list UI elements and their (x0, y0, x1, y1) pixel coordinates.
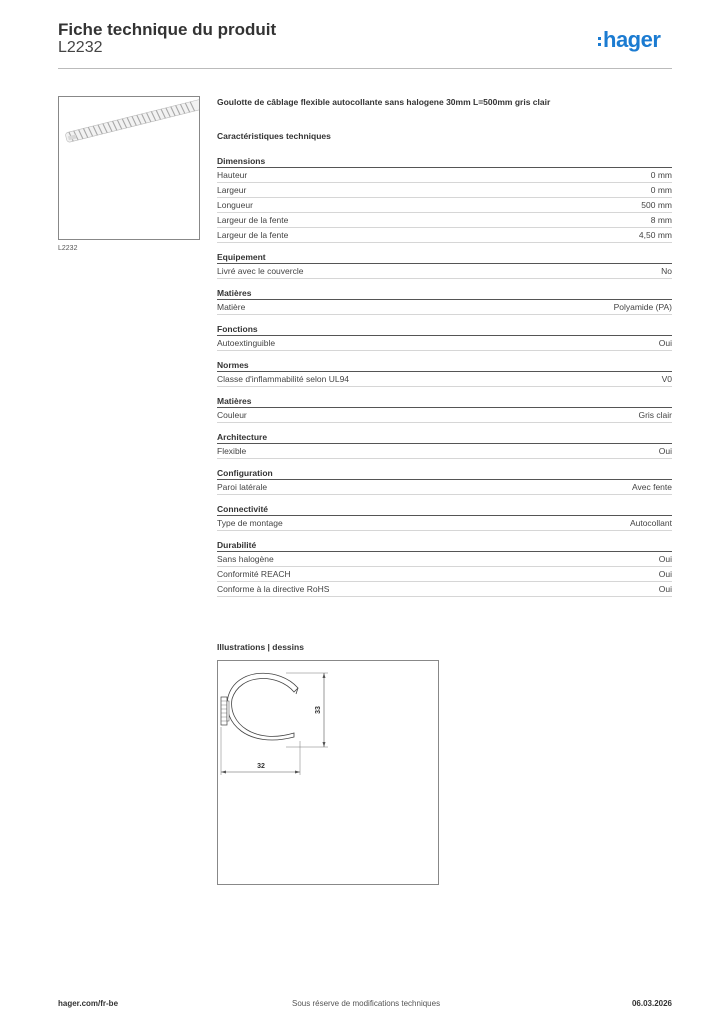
dimension-width: 32 (257, 763, 265, 770)
spec-value: Autocollant (629, 518, 672, 528)
spec-row (217, 408, 672, 423)
spec-label: Classe d'inflammabilité selon UL94 (217, 374, 350, 384)
spec-section-title: Normes (217, 359, 672, 372)
spec-row (217, 198, 672, 213)
spec-label: Autoextinguible (217, 338, 276, 348)
spec-section-title: Dimensions (217, 155, 672, 168)
spec-label: Conformité REACH (217, 569, 291, 579)
header-divider (58, 68, 672, 69)
product-image (58, 96, 200, 240)
product-description: Goulotte de câblage flexible autocollante sans halogene 30mm L=500mm gris clair (217, 97, 551, 107)
spec-label: Longueur (217, 200, 253, 210)
spec-section (217, 287, 672, 315)
spec-section (217, 431, 672, 459)
spec-value: No (661, 266, 672, 276)
spec-value: V0 (661, 374, 672, 384)
spec-row (217, 552, 672, 567)
logo-dots-icon (598, 37, 601, 46)
spec-row (217, 582, 672, 597)
spec-section (217, 467, 672, 495)
illustrations-title: Illustrations | dessins (217, 642, 304, 652)
spec-value: Oui (658, 338, 672, 348)
spec-sections (217, 155, 672, 605)
dimension-height: 33 (315, 706, 322, 714)
spec-value: Gris clair (638, 410, 672, 420)
hager-logo (598, 28, 660, 52)
spec-label: Sans halogène (217, 554, 274, 564)
spec-row (217, 444, 672, 459)
spec-section (217, 155, 672, 243)
specs-title: Caractéristiques techniques (217, 131, 331, 141)
spec-section-title: Matières (217, 287, 672, 300)
spec-label: Largeur de la fente (217, 230, 289, 240)
spec-section-title: Fonctions (217, 323, 672, 336)
spec-label: Flexible (217, 446, 247, 456)
spec-section (217, 359, 672, 387)
spec-label: Paroi latérale (217, 482, 268, 492)
spec-label: Conforme à la directive RoHS (217, 584, 330, 594)
spec-row (217, 183, 672, 198)
spec-row (217, 567, 672, 582)
spec-section-title: Durabilité (217, 539, 672, 552)
spec-section-title: Connectivité (217, 503, 672, 516)
spec-value: 0 mm (650, 185, 672, 195)
spec-row (217, 480, 672, 495)
spec-row (217, 264, 672, 279)
technical-drawing (217, 660, 439, 885)
spec-section (217, 503, 672, 531)
spec-row (217, 300, 672, 315)
spec-value: 4,50 mm (638, 230, 672, 240)
logo-text: hager (603, 27, 661, 52)
spec-section (217, 395, 672, 423)
product-code: L2232 (58, 39, 103, 56)
spec-section-title: Matières (217, 395, 672, 408)
spec-section (217, 323, 672, 351)
profile-outline (227, 673, 298, 740)
spec-label: Couleur (217, 410, 247, 420)
spec-value: Oui (658, 584, 672, 594)
spec-row (217, 372, 672, 387)
spec-row (217, 516, 672, 531)
spec-section (217, 251, 672, 279)
footer-disclaimer: Sous réserve de modifications techniques (292, 999, 441, 1008)
spec-value: Polyamide (PA) (613, 302, 672, 312)
spec-label: Livré avec le couvercle (217, 266, 304, 276)
spec-value: Oui (658, 446, 672, 456)
spec-row (217, 168, 672, 183)
spec-value: Oui (658, 554, 672, 564)
spec-value: Oui (658, 569, 672, 579)
spec-label: Largeur (217, 185, 247, 195)
footer-website: hager.com/fr-be (58, 999, 119, 1008)
spec-label: Hauteur (217, 170, 248, 180)
spec-section-title: Configuration (217, 467, 672, 480)
page-title: Fiche technique du produit (58, 20, 277, 39)
spec-section-title: Equipement (217, 251, 672, 264)
spec-section-title: Architecture (217, 431, 672, 444)
spec-value: 0 mm (650, 170, 672, 180)
spec-value: 500 mm (641, 200, 672, 210)
spec-label: Matière (217, 302, 246, 312)
footer-date: 06.03.2026 (631, 999, 672, 1008)
spec-row (217, 213, 672, 228)
image-caption: L2232 (58, 245, 78, 252)
spec-row (217, 228, 672, 243)
spec-label: Type de montage (217, 518, 283, 528)
spec-value: 8 mm (650, 215, 672, 225)
spec-section (217, 539, 672, 597)
spec-label: Largeur de la fente (217, 215, 289, 225)
spec-row (217, 336, 672, 351)
spec-value: Avec fente (631, 482, 672, 492)
